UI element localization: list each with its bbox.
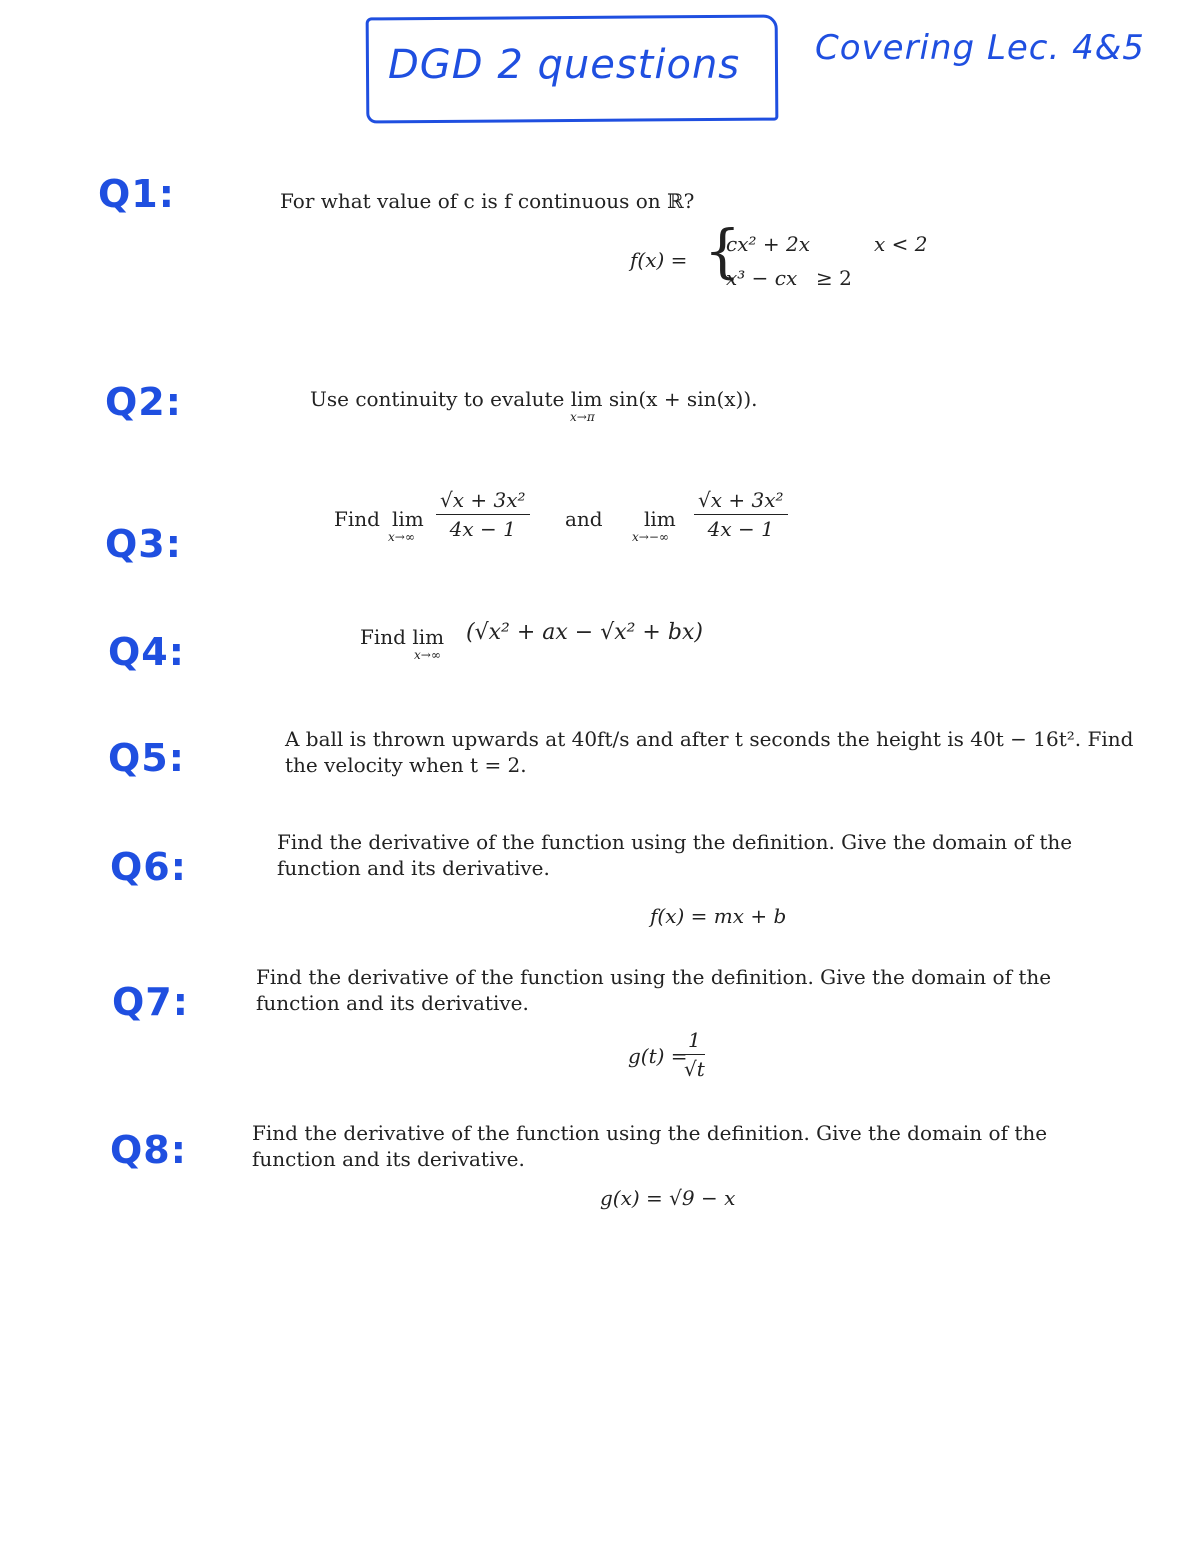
q1-label: Q1: (98, 172, 175, 216)
q1-case1-cond: x < 2 (874, 232, 928, 256)
covering-note: Covering Lec. 4&5 (815, 28, 1145, 68)
q1-formula-lhs: f(x) = (630, 248, 688, 272)
q3-numerator-1: √x + 3x² (436, 488, 530, 515)
q4-label: Q4: (108, 630, 185, 674)
q4-expression: (√x² + ax − √x² + bx) (466, 620, 703, 645)
q7-denominator: √t (684, 1057, 705, 1081)
q1-brace: { (704, 217, 741, 285)
q2-label: Q2: (105, 380, 182, 424)
q7-numerator: 1 (684, 1028, 705, 1055)
q3-find: Find (334, 507, 380, 531)
q3-sub-2: x→−∞ (632, 530, 669, 544)
q3-fraction-1 (436, 488, 530, 541)
q8-label: Q8: (110, 1128, 187, 1172)
q3-denominator-1: 4x − 1 (449, 517, 516, 541)
q3-denominator-2: 4x − 1 (707, 517, 774, 541)
q3-numerator-2: √x + 3x² (694, 488, 788, 515)
q2-limit-sub: x→π (570, 410, 595, 424)
q1-case2-expr: x³ − cx (726, 266, 798, 290)
q6-text: Find the derivative of the function using the definition. Give the domain of the function and its derivative. (277, 830, 1073, 880)
q1-text: For what value of c is f continuous on ℝ? (280, 189, 695, 213)
q6-label: Q6: (110, 845, 187, 889)
q4-text: Find lim (360, 625, 445, 649)
q6-formula: f(x) = mx + b (650, 904, 787, 928)
q7-fraction (684, 1028, 705, 1081)
q3-fraction-2 (694, 488, 788, 541)
q1-case1-expr: cx² + 2x (726, 232, 810, 256)
page-title: DGD 2 questions (388, 42, 741, 88)
q5-label: Q5: (108, 736, 185, 780)
q3-label: Q3: (105, 522, 182, 566)
q3-and: and (565, 507, 603, 531)
q7-label: Q7: (112, 980, 189, 1024)
q7-formula-lhs: g(t) = (628, 1044, 688, 1068)
q5-text: A ball is thrown upwards at 40ft/s and after t seconds the height is 40t − 16t². Find the velocity when t = 2. (285, 727, 1134, 777)
q2-text: Use continuity to evalute lim sin(x + sin(x)). (310, 387, 758, 411)
q3-sub-1: x→∞ (388, 530, 415, 544)
q7-text: Find the derivative of the function using the definition. Give the domain of the function and its derivative. (256, 965, 1052, 1015)
q4-sub: x→∞ (414, 648, 441, 662)
q3-lim-1: lim (392, 507, 424, 531)
q1-case2-cond: ≥ 2 (816, 266, 852, 290)
q8-formula: g(x) = √9 − x (600, 1186, 736, 1210)
q8-text: Find the derivative of the function using the definition. Give the domain of the function and its derivative. (252, 1121, 1048, 1171)
q3-lim-2: lim (644, 507, 676, 531)
